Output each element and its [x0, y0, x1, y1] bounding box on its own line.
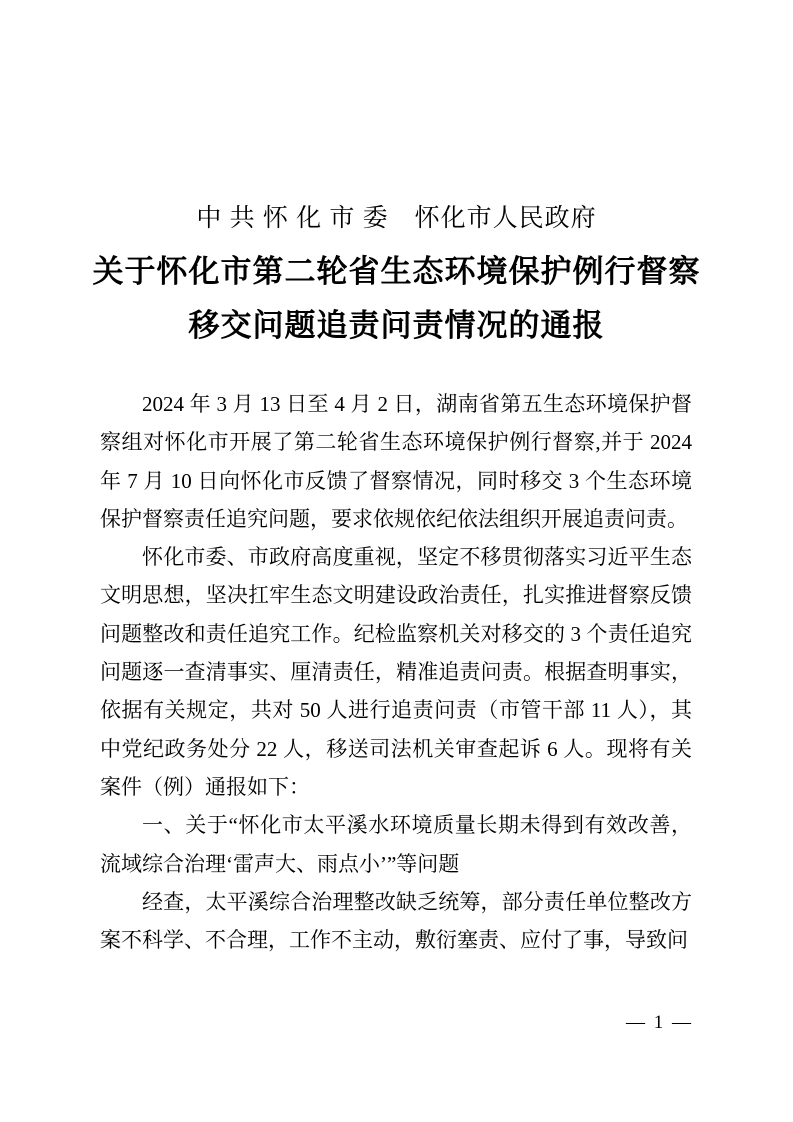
document-title-line-2: 移交问题追责问责情况的通报 [188, 308, 605, 343]
paragraph-case-1-findings: 经查，太平溪综合治理整改缺乏统筹，部分责任单位整改方案不科学、不合理，工作不主动，敷衍塞责、应付了事，导致问 [100, 889, 692, 953]
document-header [0, 204, 793, 353]
document-title [0, 245, 793, 353]
document-title-line-1: 关于怀化市第二轮省生态环境保护例行督察 [92, 254, 701, 289]
section-heading-case-1: 一、关于“怀化市太平溪水环境质量长期未得到有效改善，流域综合治理‘雷声大、雨点小’”等问题 [100, 813, 692, 876]
issuing-organizations: 中 共 怀 化 市 委 怀化市人民政府 [196, 205, 597, 232]
paragraph-accountability-summary: 怀化市委、市政府高度重视，坚定不移贯彻落实习近平生态文明思想，坚决扛牢生态文明建设政治责任，扎实推进督察反馈问题整改和责任追究工作。纪检监察机关对移交的 3 个责任追究问题逐一查清事实、厘清责任，精准追责问责。根据查明事实，依据有关规定，共对 50 人进行追责问责（市管干部 11 人），其中党纪政务处分 22 人，移送司法机关审查起诉 6 人。现将有关案件（例）通报如下： [100, 545, 692, 799]
page-number: — 1 — [626, 1012, 693, 1033]
paragraph-inspection-overview: 2024 年 3 月 13 日至 4 月 2 日，湖南省第五生态环境保护督察组对怀化市开展了第二轮省生态环境保护例行督察,并于 2024 年 7 月 10 日向怀化市反馈了督察情况，同时移交 3 个生态环境保护督察责任追究问题，要求依规依纪依法组织开展追责问责。 [100, 392, 692, 531]
document-body [100, 385, 692, 959]
